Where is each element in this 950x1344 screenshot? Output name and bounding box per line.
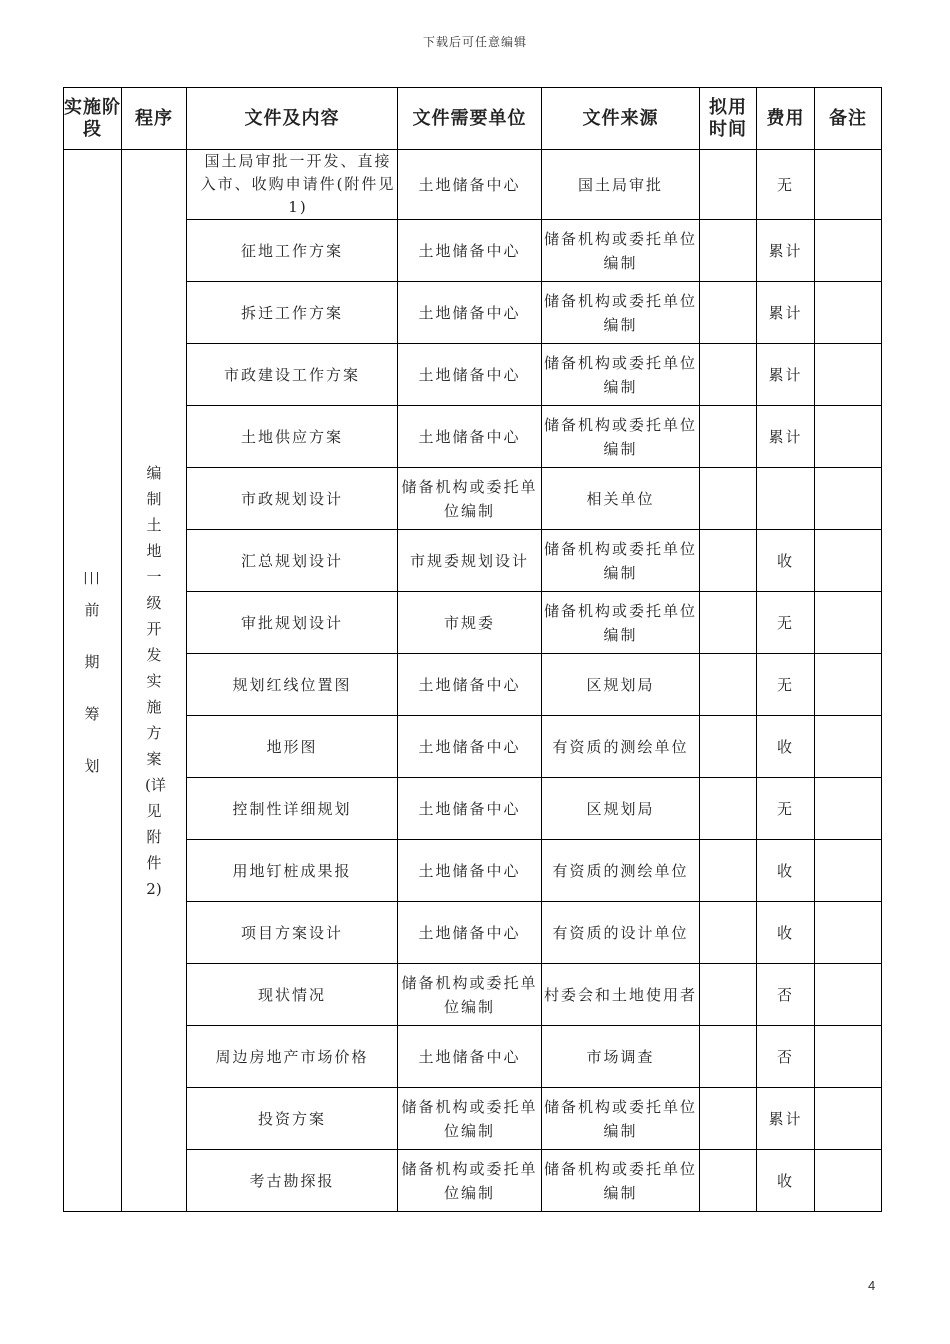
cell-content: 规划红线位置图 <box>187 654 398 716</box>
cell-content: 国土局审批一开发、直接入市、收购申请件(附件见1) <box>187 150 398 220</box>
cell-source: 国土局审批 <box>542 150 700 220</box>
header-row <box>64 88 882 150</box>
cell-unit: 储备机构或委托单位编制 <box>398 468 542 530</box>
cell-note <box>815 840 882 902</box>
cell-time <box>700 282 757 344</box>
cell-fee: 收 <box>757 716 815 778</box>
cell-source: 储备机构或委托单位编制 <box>542 220 700 282</box>
cell-unit: 土地储备中心 <box>398 406 542 468</box>
col-header-note: 备注 <box>815 88 882 150</box>
col-header-time: 拟用时间 <box>700 88 757 150</box>
table-row <box>64 150 882 220</box>
cell-fee: 无 <box>757 778 815 840</box>
col-header-source: 文件来源 <box>542 88 700 150</box>
cell-time <box>700 902 757 964</box>
col-header-content: 文件及内容 <box>187 88 398 150</box>
cell-note <box>815 468 882 530</box>
cell-content: 投资方案 <box>187 1088 398 1150</box>
cell-note <box>815 902 882 964</box>
cell-source: 储备机构或委托单位编制 <box>542 406 700 468</box>
table-row <box>64 964 882 1026</box>
table-row <box>64 282 882 344</box>
phase-dash: ||| <box>83 569 102 584</box>
cell-fee: 累计 <box>757 282 815 344</box>
cell-fee: 收 <box>757 902 815 964</box>
phase-cell <box>64 150 122 1212</box>
table-row <box>64 592 882 654</box>
cell-time <box>700 778 757 840</box>
table-row <box>64 406 882 468</box>
cell-note <box>815 530 882 592</box>
cell-source: 有资质的设计单位 <box>542 902 700 964</box>
cell-fee: 累计 <box>757 406 815 468</box>
cell-note <box>815 150 882 220</box>
procedure-label: 编制土地一级开发实施方案(详见附件2) <box>145 463 166 898</box>
cell-note <box>815 1026 882 1088</box>
cell-content: 市政建设工作方案 <box>187 344 398 406</box>
cell-unit: 土地储备中心 <box>398 344 542 406</box>
cell-source: 储备机构或委托单位编制 <box>542 530 700 592</box>
cell-source: 市场调查 <box>542 1026 700 1088</box>
cell-unit: 土地储备中心 <box>398 150 542 220</box>
cell-time <box>700 1088 757 1150</box>
cell-time <box>700 1150 757 1212</box>
cell-content: 周边房地产市场价格 <box>187 1026 398 1088</box>
cell-note <box>815 778 882 840</box>
cell-source: 有资质的测绘单位 <box>542 840 700 902</box>
table-row <box>64 1026 882 1088</box>
table-row <box>64 716 882 778</box>
cell-content: 土地供应方案 <box>187 406 398 468</box>
cell-content: 征地工作方案 <box>187 220 398 282</box>
document-table <box>63 87 882 1212</box>
cell-source: 储备机构或委托单位编制 <box>542 592 700 654</box>
cell-source: 储备机构或委托单位编制 <box>542 282 700 344</box>
table-row <box>64 220 882 282</box>
phase-label: 前期筹划 <box>84 600 102 775</box>
cell-note <box>815 1088 882 1150</box>
cell-unit: 储备机构或委托单位编制 <box>398 1088 542 1150</box>
table-row <box>64 530 882 592</box>
table-row <box>64 840 882 902</box>
cell-content: 汇总规划设计 <box>187 530 398 592</box>
cell-time <box>700 964 757 1026</box>
cell-fee <box>757 468 815 530</box>
cell-unit: 土地储备中心 <box>398 902 542 964</box>
page-header: 下载后可任意编辑 <box>422 35 527 49</box>
cell-unit: 市规委规划设计 <box>398 530 542 592</box>
col-header-fee: 费用 <box>757 88 815 150</box>
cell-fee: 累计 <box>757 220 815 282</box>
cell-time <box>700 344 757 406</box>
procedure-cell <box>122 150 187 1212</box>
cell-fee: 无 <box>757 150 815 220</box>
cell-time <box>700 530 757 592</box>
cell-fee: 否 <box>757 1026 815 1088</box>
cell-time <box>700 468 757 530</box>
cell-note <box>815 964 882 1026</box>
cell-fee: 收 <box>757 840 815 902</box>
table-row <box>64 1150 882 1212</box>
cell-source: 储备机构或委托单位编制 <box>542 344 700 406</box>
cell-content: 现状情况 <box>187 964 398 1026</box>
cell-unit: 土地储备中心 <box>398 1026 542 1088</box>
cell-unit: 储备机构或委托单位编制 <box>398 1150 542 1212</box>
cell-time <box>700 654 757 716</box>
cell-source: 区规划局 <box>542 778 700 840</box>
table-row <box>64 468 882 530</box>
cell-content: 项目方案设计 <box>187 902 398 964</box>
cell-unit: 土地储备中心 <box>398 840 542 902</box>
table-row <box>64 902 882 964</box>
cell-unit: 土地储备中心 <box>398 778 542 840</box>
cell-unit: 土地储备中心 <box>398 282 542 344</box>
cell-time <box>700 592 757 654</box>
cell-fee: 累计 <box>757 1088 815 1150</box>
cell-time <box>700 840 757 902</box>
cell-time <box>700 1026 757 1088</box>
cell-content: 用地钉桩成果报 <box>187 840 398 902</box>
cell-note <box>815 220 882 282</box>
cell-fee: 收 <box>757 1150 815 1212</box>
cell-fee: 累计 <box>757 344 815 406</box>
cell-unit: 储备机构或委托单位编制 <box>398 964 542 1026</box>
table-row <box>64 778 882 840</box>
cell-source: 区规划局 <box>542 654 700 716</box>
table-row <box>64 344 882 406</box>
cell-content: 审批规划设计 <box>187 592 398 654</box>
table-row <box>64 654 882 716</box>
cell-content: 拆迁工作方案 <box>187 282 398 344</box>
page-number: 4 <box>868 1278 876 1293</box>
cell-time <box>700 406 757 468</box>
cell-note <box>815 654 882 716</box>
cell-note <box>815 344 882 406</box>
cell-source: 储备机构或委托单位编制 <box>542 1088 700 1150</box>
cell-unit: 土地储备中心 <box>398 654 542 716</box>
cell-content: 市政规划设计 <box>187 468 398 530</box>
cell-note <box>815 716 882 778</box>
col-header-unit: 文件需要单位 <box>398 88 542 150</box>
cell-note <box>815 592 882 654</box>
cell-fee: 否 <box>757 964 815 1026</box>
cell-source: 储备机构或委托单位编制 <box>542 1150 700 1212</box>
cell-time <box>700 220 757 282</box>
cell-content: 控制性详细规划 <box>187 778 398 840</box>
cell-fee: 无 <box>757 654 815 716</box>
cell-unit: 市规委 <box>398 592 542 654</box>
cell-note <box>815 1150 882 1212</box>
cell-time <box>700 150 757 220</box>
cell-time <box>700 716 757 778</box>
cell-source: 有资质的测绘单位 <box>542 716 700 778</box>
col-header-phase: 实施阶段 <box>64 88 122 150</box>
cell-source: 相关单位 <box>542 468 700 530</box>
cell-unit: 土地储备中心 <box>398 220 542 282</box>
cell-content: 考古勘探报 <box>187 1150 398 1212</box>
cell-fee: 收 <box>757 530 815 592</box>
cell-fee: 无 <box>757 592 815 654</box>
cell-unit: 土地储备中心 <box>398 716 542 778</box>
cell-note <box>815 406 882 468</box>
cell-note <box>815 282 882 344</box>
col-header-procedure: 程序 <box>122 88 187 150</box>
cell-content: 地形图 <box>187 716 398 778</box>
table-row <box>64 1088 882 1150</box>
cell-source: 村委会和土地使用者 <box>542 964 700 1026</box>
